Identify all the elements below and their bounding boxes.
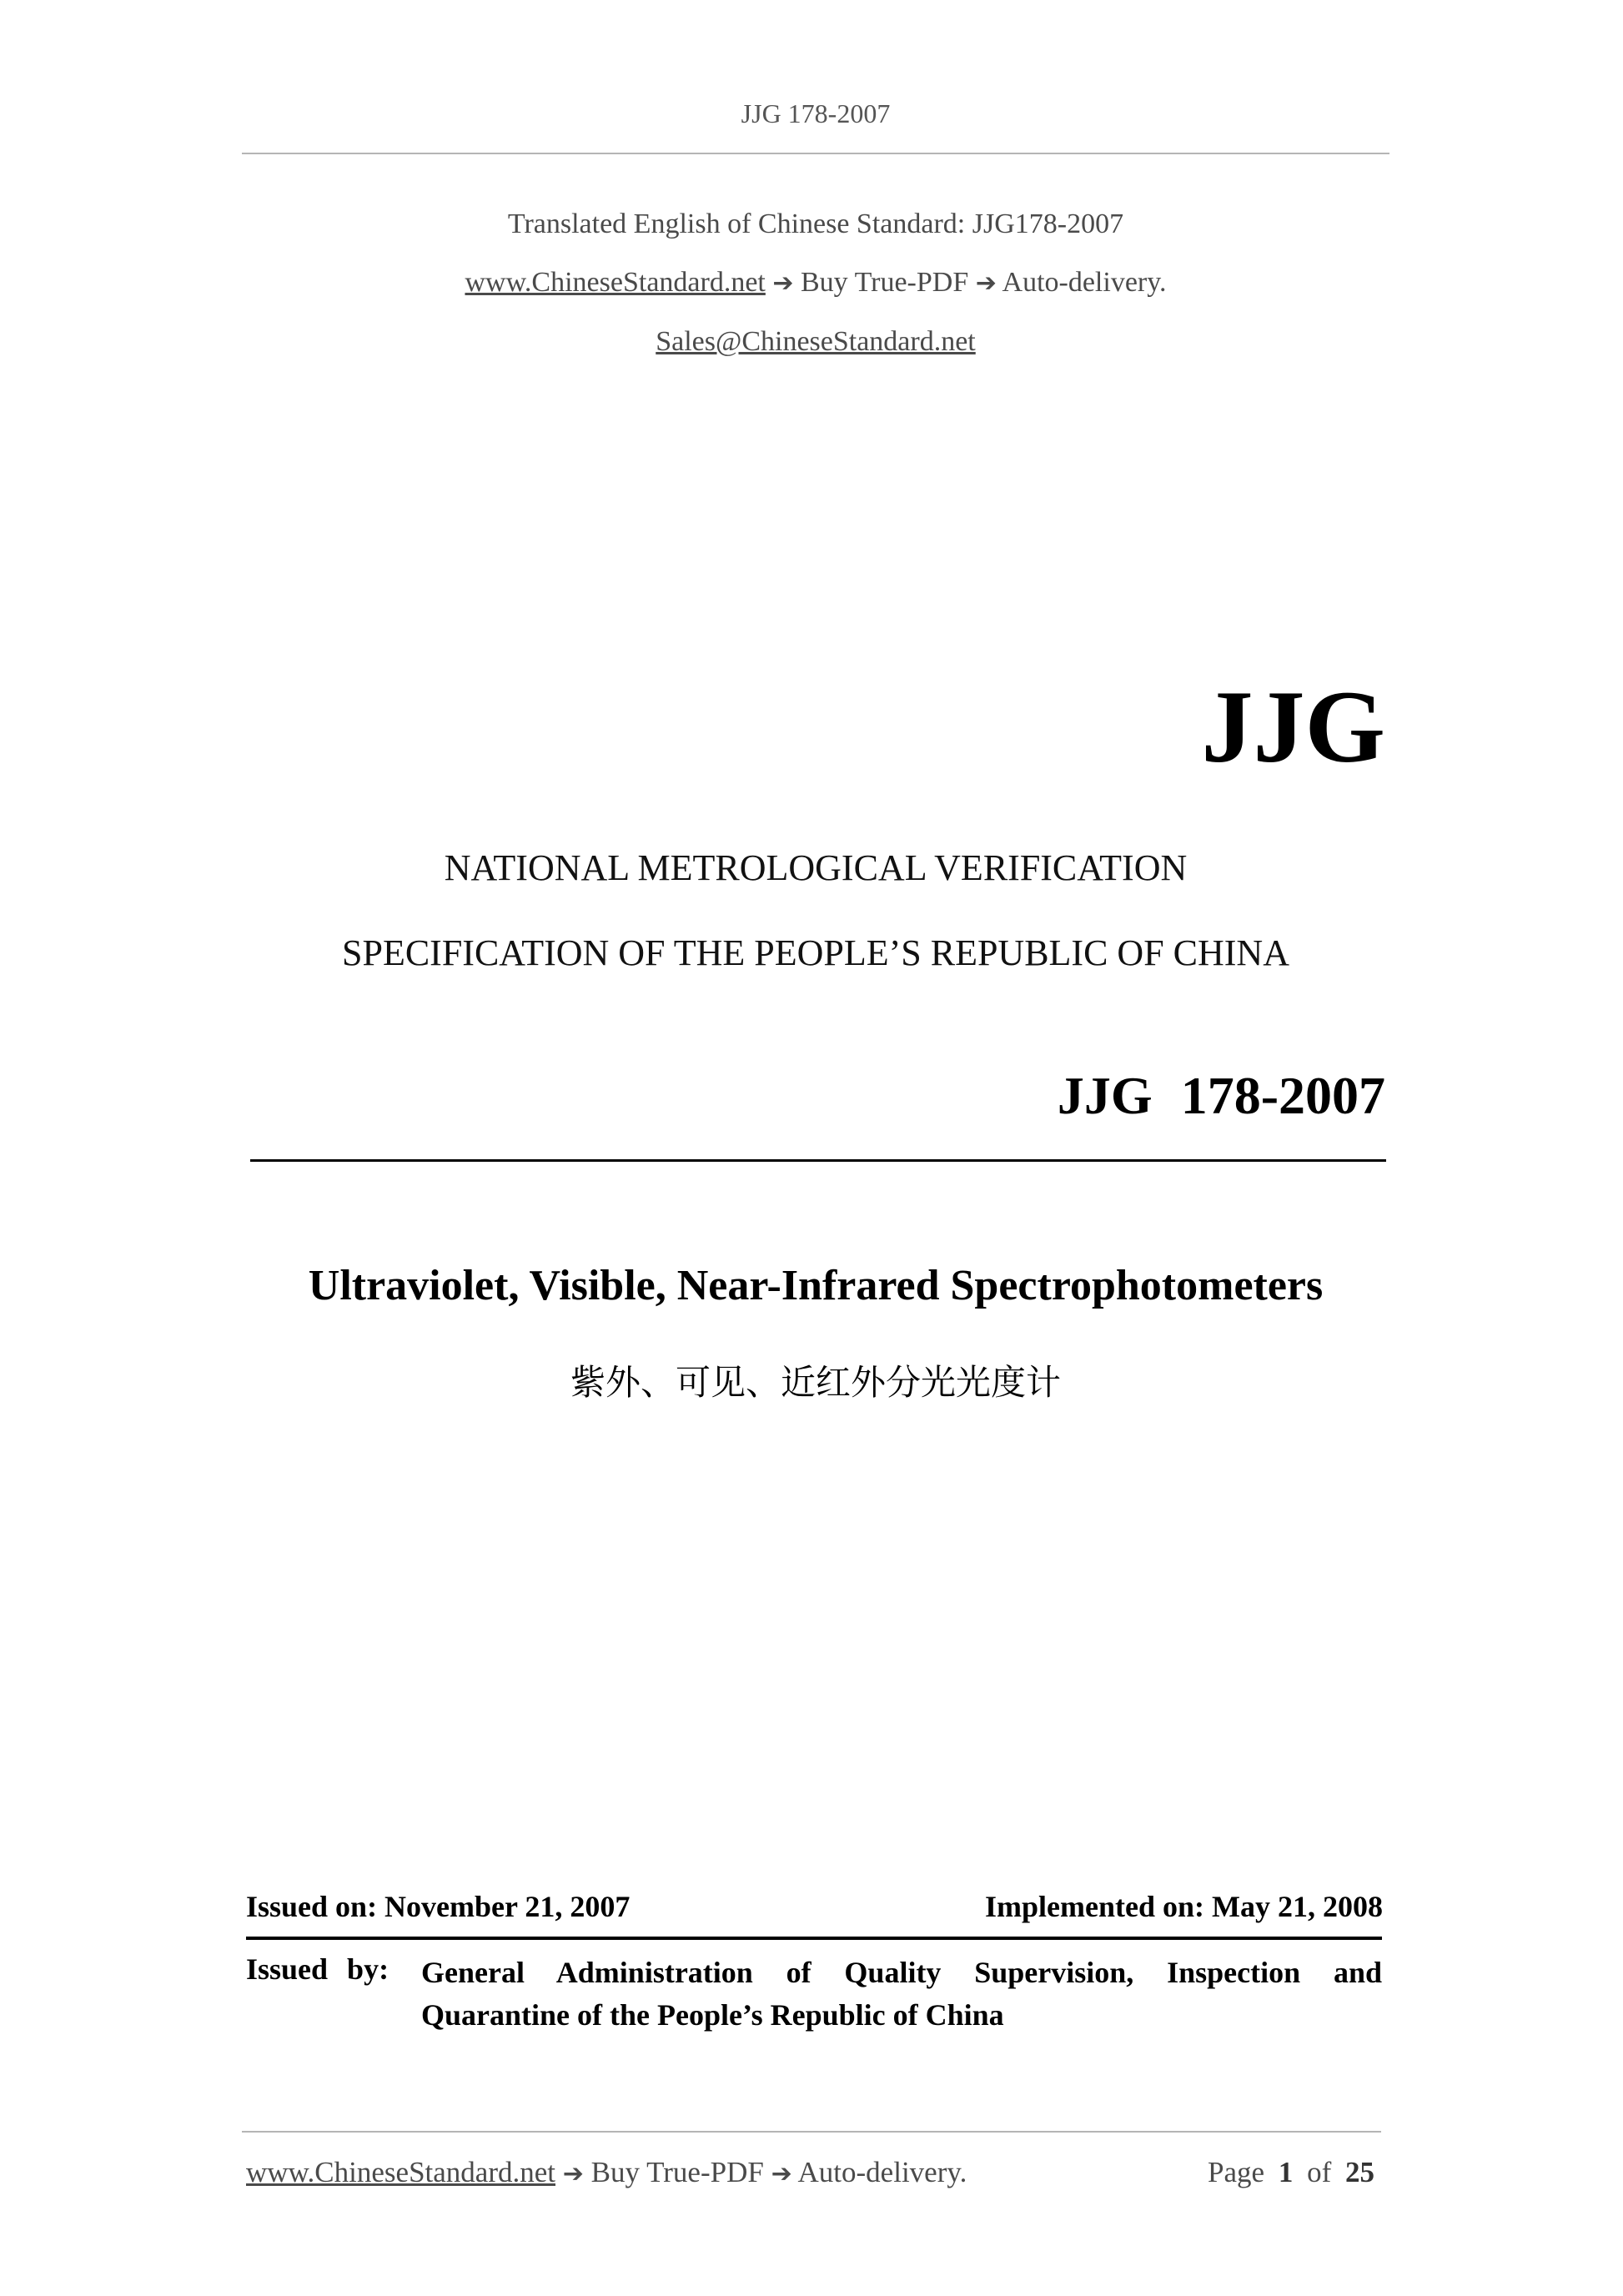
buy-text: Buy True-PDF xyxy=(801,267,969,298)
standard-mark: JJG xyxy=(1201,670,1385,784)
right-arrow-icon: ➔ xyxy=(562,2159,584,2188)
page-number: 1 xyxy=(1278,2156,1294,2188)
site-link[interactable]: www.ChineseStandard.net xyxy=(465,267,766,298)
footer-purchase-line xyxy=(246,2156,967,2189)
footer-site-link[interactable]: www.ChineseStandard.net xyxy=(246,2156,555,2188)
national-title-line2: SPECIFICATION OF THE PEOPLE’S REPUBLIC OF CHINA xyxy=(342,932,1289,973)
translation-notice: Translated English of Chinese Standard: JJG178-2007 xyxy=(507,208,1124,239)
footer-buy-text: Buy True-PDF xyxy=(590,2156,764,2188)
national-title-line1: NATIONAL METROLOGICAL VERIFICATION xyxy=(444,847,1188,888)
page-total: 25 xyxy=(1345,2156,1374,2188)
page-label: Page xyxy=(1208,2156,1265,2188)
right-arrow-icon: ➔ xyxy=(772,269,794,298)
header-divider xyxy=(242,153,1389,154)
delivery-text: Auto-delivery. xyxy=(1002,267,1167,298)
footer-delivery-text: Auto-delivery. xyxy=(797,2156,967,2188)
code-divider xyxy=(250,1159,1386,1162)
running-header: JJG 178-2007 xyxy=(741,98,891,128)
implemented-on-date: Implemented on: May 21, 2008 xyxy=(985,1890,1383,1923)
issued-by-label: Issued by: xyxy=(246,1952,389,1986)
page-indicator xyxy=(1208,2156,1374,2189)
email-link[interactable]: Sales@ChineseStandard.net xyxy=(656,326,976,357)
footer-divider xyxy=(242,2131,1381,2133)
purchase-line xyxy=(242,267,1389,299)
email-line xyxy=(242,326,1389,358)
issued-by-value: General Administration of Quality Supervision, Inspection and Quarantine of the People’s Republic of China xyxy=(421,1956,1382,2032)
page-of: of xyxy=(1307,2156,1332,2188)
right-arrow-icon: ➔ xyxy=(975,269,997,298)
right-arrow-icon: ➔ xyxy=(771,2159,792,2188)
document-title-chinese: 紫外、可见、近红外分光光度计 xyxy=(570,1362,1061,1403)
document-title-english: Ultraviolet, Visible, Near-Infrared Spectrophotometers xyxy=(308,1262,1324,1309)
standard-code: JJG 178-2007 xyxy=(1057,1066,1385,1125)
issue-divider xyxy=(246,1937,1382,1940)
issued-on-date: Issued on: November 21, 2007 xyxy=(246,1890,631,1923)
